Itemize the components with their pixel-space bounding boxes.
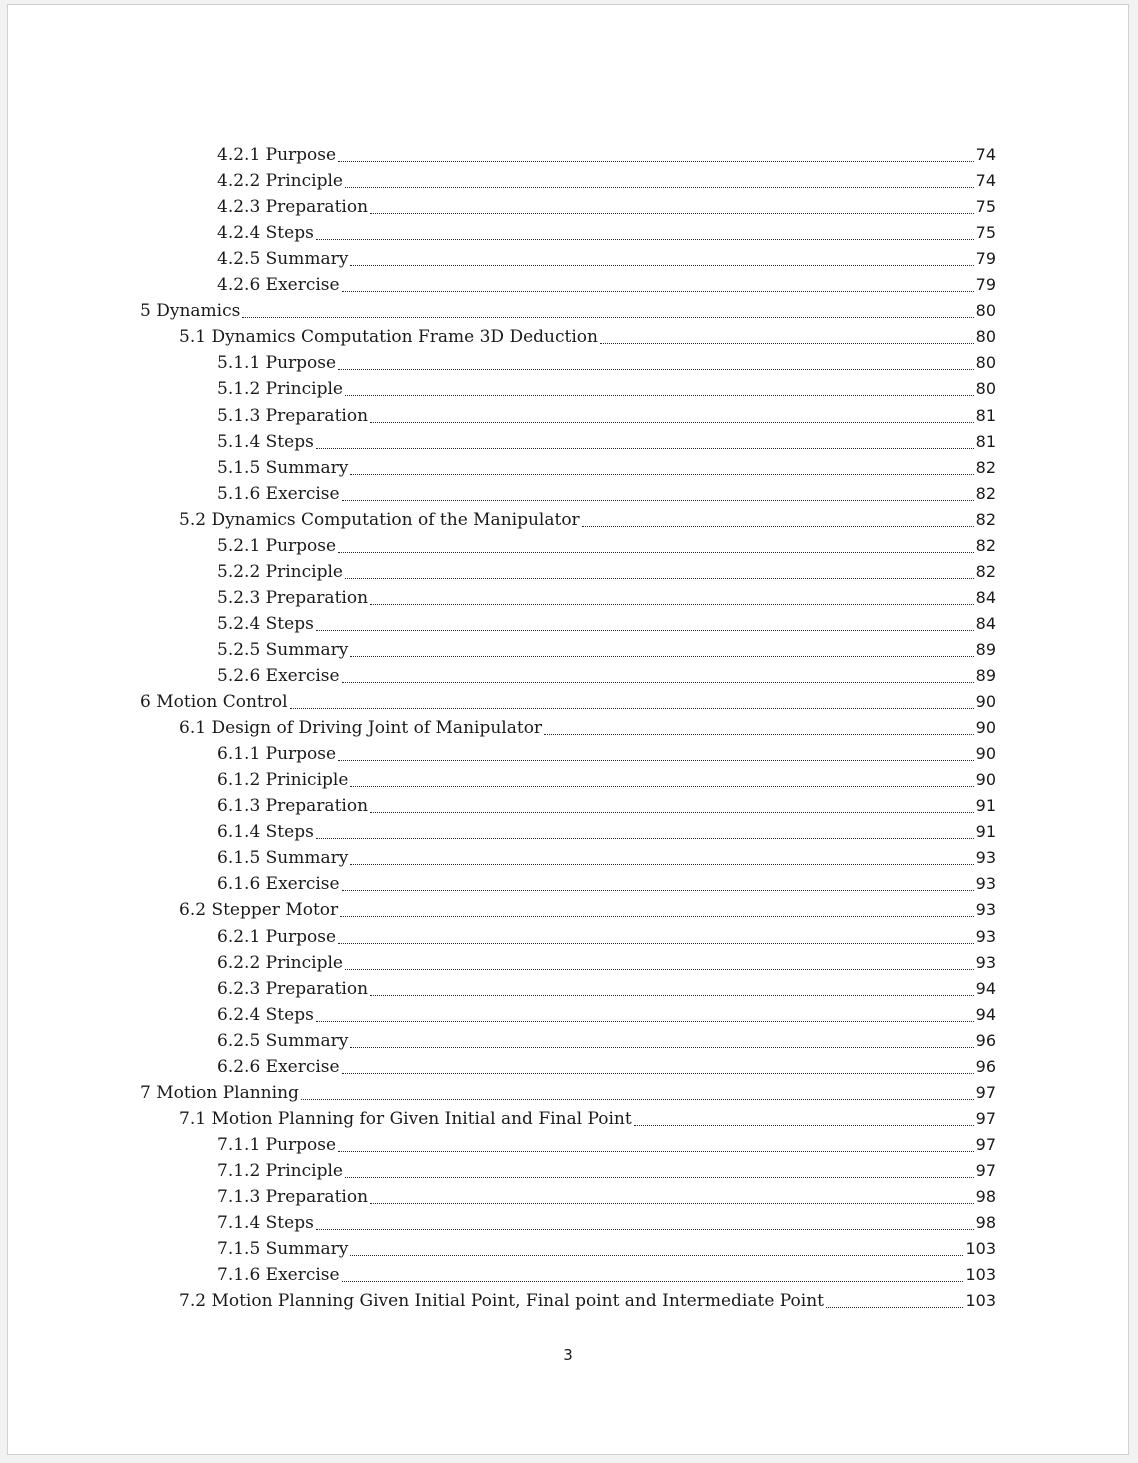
- toc-entry-title: 5.1.4 Steps: [217, 431, 314, 452]
- toc-dot-leader: [345, 969, 974, 970]
- toc-entry[interactable]: [217, 1132, 996, 1158]
- toc-entry[interactable]: [179, 1288, 996, 1314]
- toc-dot-leader: [316, 1021, 974, 1022]
- toc-dot-leader: [350, 1047, 973, 1048]
- toc-dot-leader: [338, 369, 974, 370]
- toc-dot-leader: [370, 422, 974, 423]
- toc-entry[interactable]: [179, 897, 996, 923]
- toc-entry[interactable]: [217, 220, 996, 246]
- toc-entry-title: 5.2 Dynamics Computation of the Manipulator: [179, 509, 580, 530]
- toc-entry[interactable]: [217, 142, 996, 168]
- toc-entry-page: 75: [975, 197, 996, 217]
- toc-entry-title: 6.2 Stepper Motor: [179, 900, 339, 921]
- toc-entry[interactable]: [217, 1184, 996, 1210]
- toc-entry[interactable]: [217, 924, 996, 950]
- toc-entry[interactable]: [217, 741, 996, 767]
- toc-dot-leader: [342, 1073, 974, 1074]
- toc-entry-title: 7.1.2 Principle: [217, 1160, 343, 1181]
- toc-entry-page: 84: [975, 613, 996, 633]
- toc-entry-page: 96: [975, 1056, 996, 1076]
- toc-entry-title: 6.2.3 Preparation: [217, 978, 369, 999]
- toc-entry-title: 7.1.5 Summary: [217, 1239, 349, 1260]
- toc-entry-title: 5.1.3 Preparation: [217, 405, 369, 426]
- toc-dot-leader: [342, 682, 974, 683]
- toc-dot-leader: [345, 395, 974, 396]
- toc-entry[interactable]: [217, 1054, 996, 1080]
- toc-entry-page: 84: [975, 587, 996, 607]
- toc-dot-leader: [342, 890, 974, 891]
- toc-entry-title: 6.2.2 Principle: [217, 952, 343, 973]
- toc-entry[interactable]: [217, 350, 996, 376]
- toc-entry-page: 97: [975, 1108, 996, 1128]
- toc-entry[interactable]: [217, 976, 996, 1002]
- toc-entry[interactable]: [217, 194, 996, 220]
- toc-dot-leader: [370, 995, 974, 996]
- toc-dot-leader: [544, 734, 974, 735]
- toc-entry-title: 7.1.3 Preparation: [217, 1187, 369, 1207]
- toc-entry-page: 93: [975, 848, 996, 868]
- toc-entry-page: 91: [975, 796, 996, 816]
- toc-dot-leader: [350, 656, 973, 657]
- toc-entry-title: 5 Dynamics: [140, 301, 241, 322]
- toc-entry[interactable]: [217, 1158, 996, 1184]
- toc-dot-leader: [600, 343, 974, 344]
- toc-dot-leader: [316, 448, 974, 449]
- toc-entry[interactable]: [217, 429, 996, 455]
- toc-entry-page: 97: [975, 1134, 996, 1154]
- toc-entry[interactable]: [140, 1080, 996, 1106]
- toc-entry[interactable]: [217, 455, 996, 481]
- toc-entry[interactable]: [217, 767, 996, 793]
- toc-entry[interactable]: [217, 403, 996, 429]
- toc-entry-page: 82: [975, 483, 996, 503]
- toc-entry-page: 98: [975, 1187, 996, 1206]
- toc-entry-title: 4.2.1 Purpose: [217, 145, 337, 165]
- toc-entry-page: 74: [975, 171, 996, 191]
- toc-entry-page: 80: [975, 301, 996, 321]
- toc-entry-title: 5.1.1 Purpose: [217, 353, 337, 374]
- toc-entry-page: 94: [975, 978, 996, 998]
- toc-entry-title: 5.1 Dynamics Computation Frame 3D Deduction: [179, 327, 598, 348]
- toc-entry[interactable]: [217, 585, 996, 611]
- toc-entry[interactable]: [217, 481, 996, 507]
- toc-entry[interactable]: [217, 246, 996, 272]
- toc-entry-page: 103: [965, 1291, 996, 1311]
- toc-entry[interactable]: [140, 298, 996, 324]
- toc-dot-leader: [634, 1125, 974, 1126]
- toc-entry-page: 93: [975, 926, 996, 946]
- toc-entry[interactable]: [140, 689, 996, 715]
- toc-dot-leader: [316, 1229, 974, 1230]
- toc-dot-leader: [342, 291, 974, 292]
- toc-dot-leader: [316, 838, 974, 839]
- toc-entry-page: 80: [975, 327, 996, 347]
- toc-entry-title: 6.2.5 Summary: [217, 1030, 349, 1051]
- toc-entry-title: 4.2.4 Steps: [217, 223, 314, 244]
- toc-entry-title: 5.1.5 Summary: [217, 457, 349, 478]
- toc-entry-page: 82: [975, 561, 996, 581]
- toc-entry[interactable]: [179, 1106, 996, 1132]
- toc-entry-page: 93: [975, 952, 996, 972]
- toc-entry-title: 7.1 Motion Planning for Given Initial and Final Point: [179, 1108, 632, 1129]
- toc-entry-page: 82: [975, 509, 996, 529]
- toc-entry[interactable]: [217, 376, 996, 402]
- toc-dot-leader: [345, 578, 974, 579]
- toc-entry[interactable]: [217, 1236, 996, 1262]
- toc-entry-page: 82: [975, 457, 996, 477]
- toc-dot-leader: [826, 1307, 963, 1308]
- toc-entry-title: 5.2.1 Purpose: [217, 535, 337, 556]
- toc-dot-leader: [350, 1255, 963, 1256]
- toc-entry-title: 5.2.6 Exercise: [217, 666, 340, 686]
- toc-entry[interactable]: [179, 324, 996, 350]
- toc-dot-leader: [582, 526, 974, 527]
- toc-entry-page: 96: [975, 1030, 996, 1050]
- toc-entry[interactable]: [217, 793, 996, 819]
- toc-entry-page: 89: [975, 666, 996, 685]
- toc-entry[interactable]: [179, 715, 996, 741]
- toc-entry[interactable]: [217, 1002, 996, 1028]
- toc-entry-page: 81: [975, 431, 996, 451]
- toc-entry-title: 4.2.5 Summary: [217, 249, 349, 270]
- toc-dot-leader: [370, 1203, 974, 1204]
- toc-entry-title: 5.1.6 Exercise: [217, 483, 340, 504]
- toc-entry-title: 5.2.4 Steps: [217, 613, 314, 634]
- toc-entry-title: 7.1.1 Purpose: [217, 1134, 337, 1155]
- toc-entry-page: 74: [975, 145, 996, 164]
- toc-dot-leader: [338, 943, 974, 944]
- toc-dot-leader: [370, 812, 974, 813]
- toc-entry-page: 82: [975, 535, 996, 555]
- toc-entry[interactable]: [217, 950, 996, 976]
- toc-entry-page: 80: [975, 353, 996, 373]
- toc-entry-page: 103: [965, 1265, 996, 1285]
- toc-dot-leader: [350, 265, 973, 266]
- toc-entry-title: 7.1.4 Steps: [217, 1213, 314, 1234]
- toc-entry[interactable]: [217, 272, 996, 298]
- toc-dot-leader: [350, 786, 973, 787]
- toc-entry-title: 5.2.3 Preparation: [217, 587, 369, 608]
- toc-dot-leader: [338, 1151, 974, 1152]
- toc-entry-title: 7 Motion Planning: [140, 1082, 299, 1103]
- toc-entry-title: 6.1.6 Exercise: [217, 874, 340, 895]
- toc-entry-title: 6.1.3 Preparation: [217, 796, 369, 817]
- toc-entry-title: 7.2 Motion Planning Given Initial Point, Final point and Intermediate Point: [179, 1291, 824, 1312]
- toc-entry-title: 5.1.2 Principle: [217, 379, 343, 400]
- toc-dot-leader: [316, 239, 974, 240]
- toc-entry[interactable]: [217, 1262, 996, 1288]
- toc-entry[interactable]: [217, 637, 996, 663]
- toc-entry-title: 5.2.5 Summary: [217, 639, 349, 660]
- toc-entry[interactable]: [217, 663, 996, 689]
- toc-entry[interactable]: [217, 611, 996, 637]
- toc-entry-title: 6.1.2 Priniciple: [217, 770, 349, 791]
- toc-entry[interactable]: [217, 1210, 996, 1236]
- toc-entry[interactable]: [217, 168, 996, 194]
- toc-entry-page: 81: [975, 405, 996, 425]
- toc-dot-leader: [316, 630, 974, 631]
- toc-entry[interactable]: [179, 507, 996, 533]
- toc-entry-page: 80: [975, 379, 996, 399]
- toc-entry[interactable]: [217, 819, 996, 845]
- toc-dot-leader: [242, 317, 973, 318]
- toc-entry[interactable]: [217, 559, 996, 585]
- toc-dot-leader: [338, 760, 974, 761]
- toc-entry-title: 6.2.1 Purpose: [217, 926, 337, 947]
- toc-entry-page: 89: [975, 639, 996, 659]
- toc-entry-page: 94: [975, 1004, 996, 1024]
- toc-dot-leader: [342, 500, 974, 501]
- toc-entry-page: 90: [975, 692, 996, 712]
- toc-entry-title: 6.1.5 Summary: [217, 848, 349, 869]
- toc-entry-title: 5.2.2 Principle: [217, 561, 343, 582]
- toc-dot-leader: [301, 1099, 974, 1100]
- toc-entry-page: 97: [975, 1160, 996, 1180]
- toc-entry-page: 90: [975, 770, 996, 790]
- toc-dot-leader: [340, 916, 973, 917]
- toc-entry-page: 98: [975, 1213, 996, 1233]
- toc-entry-page: 75: [975, 223, 996, 243]
- toc-entry-page: 79: [975, 249, 996, 269]
- toc-dot-leader: [370, 604, 974, 605]
- toc-entry-title: 6.2.6 Exercise: [217, 1056, 340, 1077]
- toc-entry[interactable]: [217, 533, 996, 559]
- toc-entry-page: 93: [975, 874, 996, 894]
- toc-entry-title: 6.1.4 Steps: [217, 822, 314, 843]
- toc-entry-title: 6.1 Design of Driving Joint of Manipulator: [179, 718, 543, 739]
- toc-dot-leader: [342, 1281, 964, 1282]
- toc-entry-page: 97: [975, 1082, 996, 1102]
- toc-entry-page: 90: [975, 718, 996, 738]
- toc-entry-title: 4.2.6 Exercise: [217, 275, 340, 296]
- toc-dot-leader: [338, 161, 974, 162]
- toc-entry-title: 7.1.6 Exercise: [217, 1265, 340, 1286]
- document-page: [7, 4, 1129, 1455]
- toc-dot-leader: [350, 474, 973, 475]
- toc-entry[interactable]: [217, 871, 996, 897]
- toc-entry-title: 6.1.1 Purpose: [217, 744, 337, 765]
- toc-entry[interactable]: [217, 845, 996, 871]
- toc-dot-leader: [338, 552, 974, 553]
- toc-entry-page: 91: [975, 822, 996, 842]
- toc-dot-leader: [345, 1177, 974, 1178]
- toc-entry-page: 93: [975, 900, 996, 920]
- toc-dot-leader: [345, 187, 974, 188]
- toc-entry[interactable]: [217, 1028, 996, 1054]
- toc-entry-page: 103: [965, 1239, 996, 1259]
- toc-entry-title: 6 Motion Control: [140, 692, 288, 713]
- toc-dot-leader: [290, 708, 974, 709]
- toc-entry-title: 4.2.3 Preparation: [217, 197, 369, 218]
- toc-entry-title: 4.2.2 Principle: [217, 171, 343, 192]
- toc-dot-leader: [370, 213, 974, 214]
- toc-entry-page: 90: [975, 744, 996, 764]
- toc-entry-page: 79: [975, 275, 996, 295]
- toc-entry-title: 6.2.4 Steps: [217, 1004, 314, 1025]
- page-number: 3: [563, 1346, 573, 1364]
- toc-dot-leader: [350, 864, 973, 865]
